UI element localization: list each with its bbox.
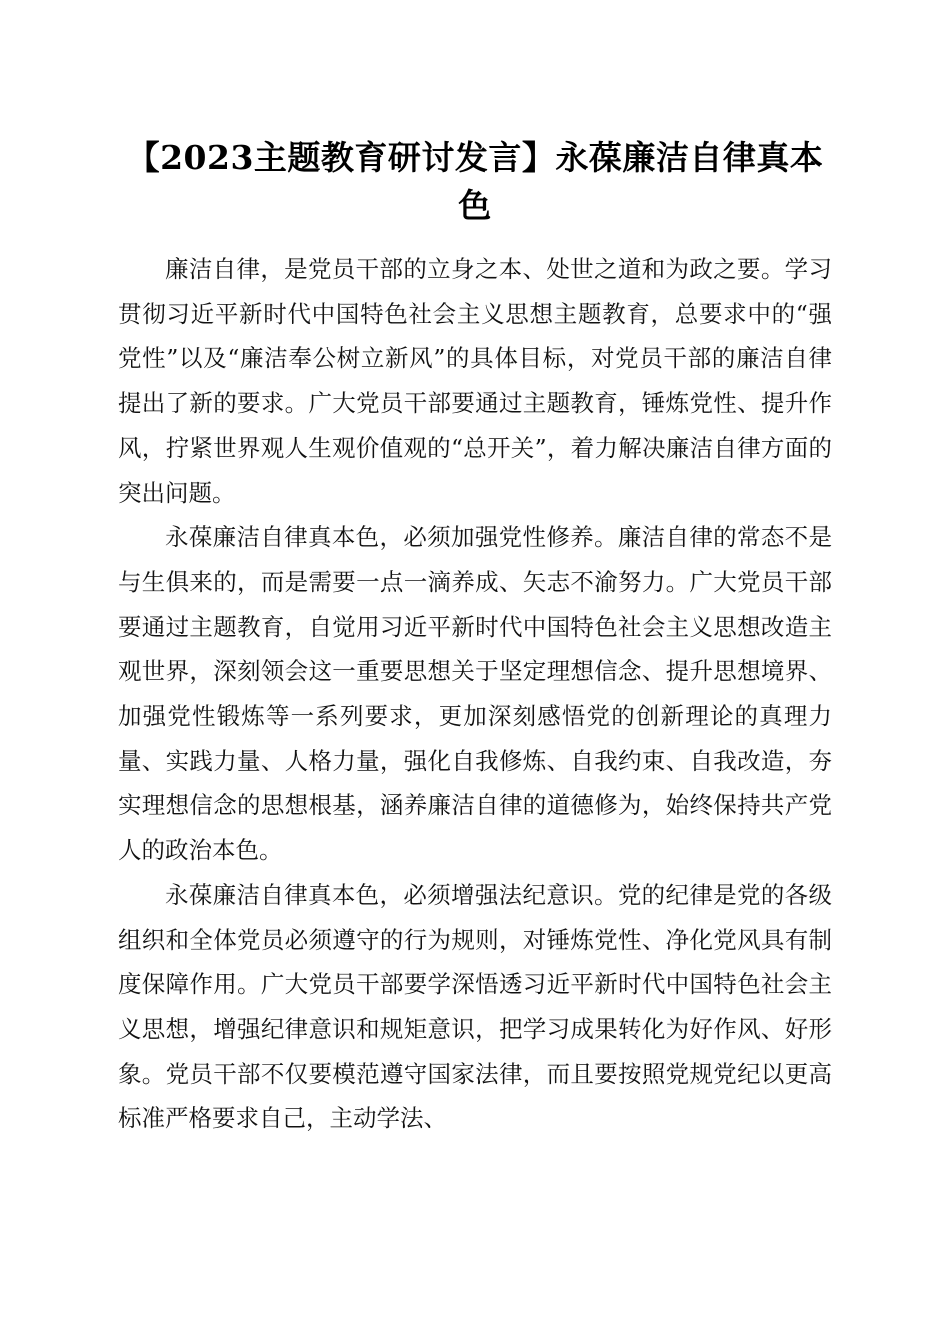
document-body (118, 247, 832, 1141)
paragraph-2: 永葆廉洁自律真本色，必须加强党性修养。廉洁自律的常态不是与生俱来的，而是需要一点一滴养成、矢志不渝努力。广大党员干部要通过主题教育，自觉用习近平新时代中国特色社会主义思想改造主观世界，深刻领会这一重要思想关于坚定理想信念、提升思想境界、加强党性锻炼等一系列要求，更加深刻感悟党的创新理论的真理力量、实践力量、人格力量，强化自我修炼、自我约束、自我改造，夯实理想信念的思想根基，涵养廉洁自律的道德修为，始终保持共产党人的政治本色。 (118, 523, 832, 865)
paragraph-1: 廉洁自律，是党员干部的立身之本、处世之道和为政之要。学习贯彻习近平新时代中国特色社会主义思想主题教育，总要求中的“强党性”以及“廉洁奉公树立新风”的具体目标，对党员干部的廉洁自律提出了新的要求。广大党员干部要通过主题教育，锤炼党性、提升作风，拧紧世界观人生观价值观的“总开关”，着力解决廉洁自律方面的突出问题。 (118, 255, 832, 507)
paragraph-3: 永葆廉洁自律真本色，必须增强法纪意识。党的纪律是党的各级组织和全体党员必须遵守的行为规则，对锤炼党性、净化党风具有制度保障作用。广大党员干部要学深悟透习近平新时代中国特色社会主义思想，增强纪律意识和规矩意识，把学习成果转化为好作风、好形象。党员干部不仅要模范遵守国家法律，而且要按照党规党纪以更高标准严格要求自己，主动学法、 (118, 880, 832, 1133)
document-title: 【2023主题教育研讨发言】永葆廉洁自律真本色 (126, 138, 824, 225)
